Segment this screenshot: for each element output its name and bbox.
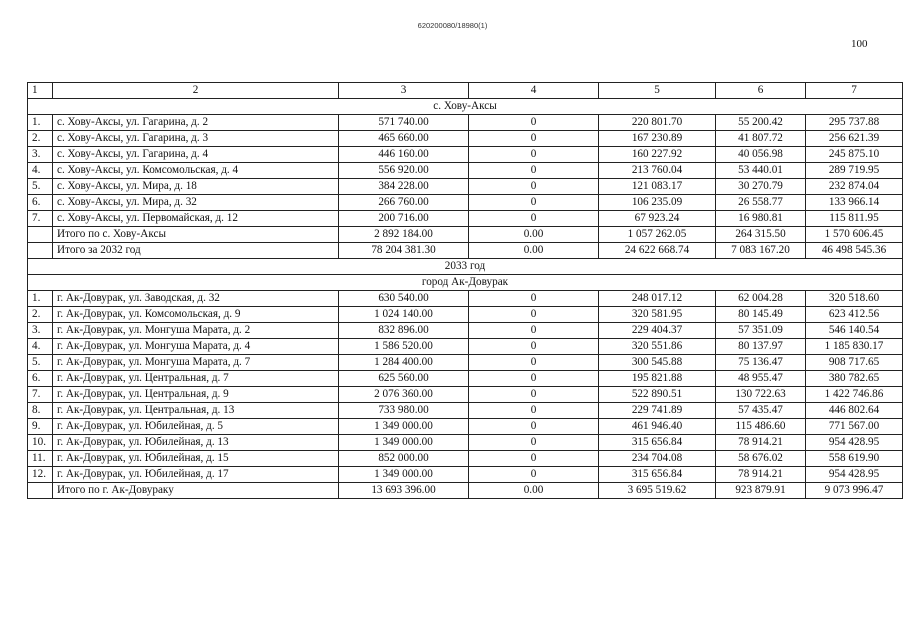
value-cell: 0 — [469, 115, 599, 131]
value-cell: 0 — [469, 179, 599, 195]
page-number: 100 — [851, 38, 868, 50]
row-number-cell — [28, 243, 53, 259]
header-cell: 3 — [339, 83, 469, 99]
address-cell: г. Ак-Довурак, ул. Юбилейная, д. 15 — [53, 451, 339, 467]
row-number-cell: 1. — [28, 115, 53, 131]
value-cell: 195 821.88 — [599, 371, 716, 387]
value-cell: 0 — [469, 339, 599, 355]
table-row — [28, 307, 903, 323]
address-cell: г. Ак-Довурак, ул. Юбилейная, д. 5 — [53, 419, 339, 435]
table-row — [28, 467, 903, 483]
value-cell: 0 — [469, 451, 599, 467]
section-row — [28, 99, 903, 115]
value-cell: 771 567.00 — [806, 419, 903, 435]
value-cell: 248 017.12 — [599, 291, 716, 307]
table-body — [28, 83, 903, 499]
address-cell: г. Ак-Довурак, ул. Центральная, д. 7 — [53, 371, 339, 387]
value-cell: 115 811.95 — [806, 211, 903, 227]
address-cell: с. Хову-Аксы, ул. Гагарина, д. 3 — [53, 131, 339, 147]
total-row — [28, 243, 903, 259]
value-cell: 0 — [469, 163, 599, 179]
value-cell: 57 435.47 — [716, 403, 806, 419]
value-cell: 0 — [469, 307, 599, 323]
value-cell: 384 228.00 — [339, 179, 469, 195]
header-cell: 2 — [53, 83, 339, 99]
value-cell: 315 656.84 — [599, 435, 716, 451]
row-number-cell: 5. — [28, 355, 53, 371]
value-cell: 954 428.95 — [806, 435, 903, 451]
address-cell: г. Ак-Довурак, ул. Монгуша Марата, д. 7 — [53, 355, 339, 371]
row-number-cell: 4. — [28, 163, 53, 179]
value-cell: 0.00 — [469, 227, 599, 243]
value-cell: 78 914.21 — [716, 435, 806, 451]
row-number-cell — [28, 227, 53, 243]
table-row — [28, 147, 903, 163]
document-id: 620200080/18980(1) — [417, 21, 488, 30]
value-cell: 625 560.00 — [339, 371, 469, 387]
value-cell: 115 486.60 — [716, 419, 806, 435]
table-row — [28, 435, 903, 451]
table-row — [28, 163, 903, 179]
row-number-cell: 6. — [28, 371, 53, 387]
value-cell: 266 760.00 — [339, 195, 469, 211]
value-cell: 1 284 400.00 — [339, 355, 469, 371]
value-cell: 13 693 396.00 — [339, 483, 469, 499]
table-row — [28, 403, 903, 419]
address-cell: г. Ак-Довурак, ул. Заводская, д. 32 — [53, 291, 339, 307]
section-title: город Ак-Довурак — [28, 275, 903, 291]
value-cell: 295 737.88 — [806, 115, 903, 131]
value-cell: 229 741.89 — [599, 403, 716, 419]
value-cell: 320 551.86 — [599, 339, 716, 355]
address-cell: с. Хову-Аксы, ул. Мира, д. 32 — [53, 195, 339, 211]
value-cell: 571 740.00 — [339, 115, 469, 131]
value-cell: 522 890.51 — [599, 387, 716, 403]
row-number-cell: 7. — [28, 387, 53, 403]
total-row — [28, 483, 903, 499]
value-cell: 16 980.81 — [716, 211, 806, 227]
value-cell: 213 760.04 — [599, 163, 716, 179]
column-number-row — [28, 83, 903, 99]
row-number-cell: 11. — [28, 451, 53, 467]
value-cell: 229 404.37 — [599, 323, 716, 339]
header-cell: 6 — [716, 83, 806, 99]
value-cell: 58 676.02 — [716, 451, 806, 467]
value-cell: 41 807.72 — [716, 131, 806, 147]
table-row — [28, 339, 903, 355]
row-number-cell: 7. — [28, 211, 53, 227]
section-title: 2033 год — [28, 259, 903, 275]
table-row — [28, 115, 903, 131]
row-number-cell: 4. — [28, 339, 53, 355]
value-cell: 0 — [469, 467, 599, 483]
table-row — [28, 291, 903, 307]
address-cell: с. Хову-Аксы, ул. Мира, д. 18 — [53, 179, 339, 195]
value-cell: 320 518.60 — [806, 291, 903, 307]
value-cell: 0 — [469, 387, 599, 403]
table-row — [28, 371, 903, 387]
value-cell: 1 024 140.00 — [339, 307, 469, 323]
value-cell: 46 498 545.36 — [806, 243, 903, 259]
value-cell: 446 160.00 — [339, 147, 469, 163]
value-cell: 220 801.70 — [599, 115, 716, 131]
value-cell: 26 558.77 — [716, 195, 806, 211]
address-cell: г. Ак-Довурак, ул. Центральная, д. 13 — [53, 403, 339, 419]
value-cell: 556 920.00 — [339, 163, 469, 179]
value-cell: 1 185 830.17 — [806, 339, 903, 355]
value-cell: 1 349 000.00 — [339, 467, 469, 483]
value-cell: 630 540.00 — [339, 291, 469, 307]
value-cell: 200 716.00 — [339, 211, 469, 227]
table-row — [28, 419, 903, 435]
value-cell: 121 083.17 — [599, 179, 716, 195]
value-cell: 1 570 606.45 — [806, 227, 903, 243]
value-cell: 62 004.28 — [716, 291, 806, 307]
value-cell: 0 — [469, 291, 599, 307]
value-cell: 2 892 184.00 — [339, 227, 469, 243]
value-cell: 57 351.09 — [716, 323, 806, 339]
row-number-cell: 5. — [28, 179, 53, 195]
table-row — [28, 451, 903, 467]
data-table — [27, 82, 903, 499]
value-cell: 232 874.04 — [806, 179, 903, 195]
header-cell: 1 — [28, 83, 53, 99]
value-cell: 908 717.65 — [806, 355, 903, 371]
value-cell: 256 621.39 — [806, 131, 903, 147]
value-cell: 0 — [469, 435, 599, 451]
address-cell: г. Ак-Довурак, ул. Монгуша Марата, д. 4 — [53, 339, 339, 355]
address-cell: Итого по с. Хову-Аксы — [53, 227, 339, 243]
row-number-cell: 10. — [28, 435, 53, 451]
value-cell: 0 — [469, 147, 599, 163]
value-cell: 380 782.65 — [806, 371, 903, 387]
value-cell: 1 422 746.86 — [806, 387, 903, 403]
section-row — [28, 275, 903, 291]
value-cell: 264 315.50 — [716, 227, 806, 243]
row-number-cell — [28, 483, 53, 499]
header-cell: 5 — [599, 83, 716, 99]
value-cell: 446 802.64 — [806, 403, 903, 419]
value-cell: 80 145.49 — [716, 307, 806, 323]
value-cell: 9 073 996.47 — [806, 483, 903, 499]
table-row — [28, 387, 903, 403]
address-cell: г. Ак-Довурак, ул. Юбилейная, д. 13 — [53, 435, 339, 451]
value-cell: 0 — [469, 403, 599, 419]
row-number-cell: 2. — [28, 307, 53, 323]
value-cell: 1 349 000.00 — [339, 435, 469, 451]
value-cell: 55 200.42 — [716, 115, 806, 131]
value-cell: 1 586 520.00 — [339, 339, 469, 355]
value-cell: 48 955.47 — [716, 371, 806, 387]
value-cell: 40 056.98 — [716, 147, 806, 163]
value-cell: 1 349 000.00 — [339, 419, 469, 435]
value-cell: 234 704.08 — [599, 451, 716, 467]
value-cell: 24 622 668.74 — [599, 243, 716, 259]
row-number-cell: 3. — [28, 147, 53, 163]
value-cell: 558 619.90 — [806, 451, 903, 467]
address-cell: г. Ак-Довурак, ул. Комсомольская, д. 9 — [53, 307, 339, 323]
value-cell: 2 076 360.00 — [339, 387, 469, 403]
value-cell: 623 412.56 — [806, 307, 903, 323]
value-cell: 0 — [469, 371, 599, 387]
header-cell: 4 — [469, 83, 599, 99]
value-cell: 0 — [469, 419, 599, 435]
value-cell: 106 235.09 — [599, 195, 716, 211]
value-cell: 3 695 519.62 — [599, 483, 716, 499]
value-cell: 0.00 — [469, 243, 599, 259]
value-cell: 245 875.10 — [806, 147, 903, 163]
value-cell: 954 428.95 — [806, 467, 903, 483]
address-cell: с. Хову-Аксы, ул. Первомайская, д. 12 — [53, 211, 339, 227]
value-cell: 0 — [469, 131, 599, 147]
value-cell: 923 879.91 — [716, 483, 806, 499]
value-cell: 300 545.88 — [599, 355, 716, 371]
table-row — [28, 355, 903, 371]
row-number-cell: 1. — [28, 291, 53, 307]
address-cell: с. Хову-Аксы, ул. Гагарина, д. 2 — [53, 115, 339, 131]
value-cell: 75 136.47 — [716, 355, 806, 371]
value-cell: 832 896.00 — [339, 323, 469, 339]
row-number-cell: 3. — [28, 323, 53, 339]
value-cell: 0 — [469, 355, 599, 371]
value-cell: 167 230.89 — [599, 131, 716, 147]
value-cell: 160 227.92 — [599, 147, 716, 163]
address-cell: г. Ак-Довурак, ул. Монгуша Марата, д. 2 — [53, 323, 339, 339]
value-cell: 78 914.21 — [716, 467, 806, 483]
value-cell: 133 966.14 — [806, 195, 903, 211]
row-number-cell: 6. — [28, 195, 53, 211]
value-cell: 0 — [469, 195, 599, 211]
value-cell: 7 083 167.20 — [716, 243, 806, 259]
table-row — [28, 323, 903, 339]
section-title: с. Хову-Аксы — [28, 99, 903, 115]
value-cell: 78 204 381.30 — [339, 243, 469, 259]
value-cell: 0.00 — [469, 483, 599, 499]
total-row — [28, 227, 903, 243]
value-cell: 289 719.95 — [806, 163, 903, 179]
table-row — [28, 131, 903, 147]
row-number-cell: 2. — [28, 131, 53, 147]
table-row — [28, 179, 903, 195]
address-cell: с. Хову-Аксы, ул. Гагарина, д. 4 — [53, 147, 339, 163]
value-cell: 733 980.00 — [339, 403, 469, 419]
value-cell: 546 140.54 — [806, 323, 903, 339]
value-cell: 465 660.00 — [339, 131, 469, 147]
value-cell: 80 137.97 — [716, 339, 806, 355]
address-cell: Итого за 2032 год — [53, 243, 339, 259]
value-cell: 30 270.79 — [716, 179, 806, 195]
value-cell: 0 — [469, 211, 599, 227]
value-cell: 53 440.01 — [716, 163, 806, 179]
row-number-cell: 9. — [28, 419, 53, 435]
value-cell: 0 — [469, 323, 599, 339]
value-cell: 852 000.00 — [339, 451, 469, 467]
row-number-cell: 12. — [28, 467, 53, 483]
value-cell: 461 946.40 — [599, 419, 716, 435]
value-cell: 320 581.95 — [599, 307, 716, 323]
value-cell: 130 722.63 — [716, 387, 806, 403]
table-row — [28, 195, 903, 211]
table-row — [28, 211, 903, 227]
address-cell: г. Ак-Довурак, ул. Центральная, д. 9 — [53, 387, 339, 403]
address-cell: с. Хову-Аксы, ул. Комсомольская, д. 4 — [53, 163, 339, 179]
section-row — [28, 259, 903, 275]
value-cell: 315 656.84 — [599, 467, 716, 483]
address-cell: Итого по г. Ак-Довураку — [53, 483, 339, 499]
row-number-cell: 8. — [28, 403, 53, 419]
value-cell: 1 057 262.05 — [599, 227, 716, 243]
value-cell: 67 923.24 — [599, 211, 716, 227]
address-cell: г. Ак-Довурак, ул. Юбилейная, д. 17 — [53, 467, 339, 483]
header-cell: 7 — [806, 83, 903, 99]
